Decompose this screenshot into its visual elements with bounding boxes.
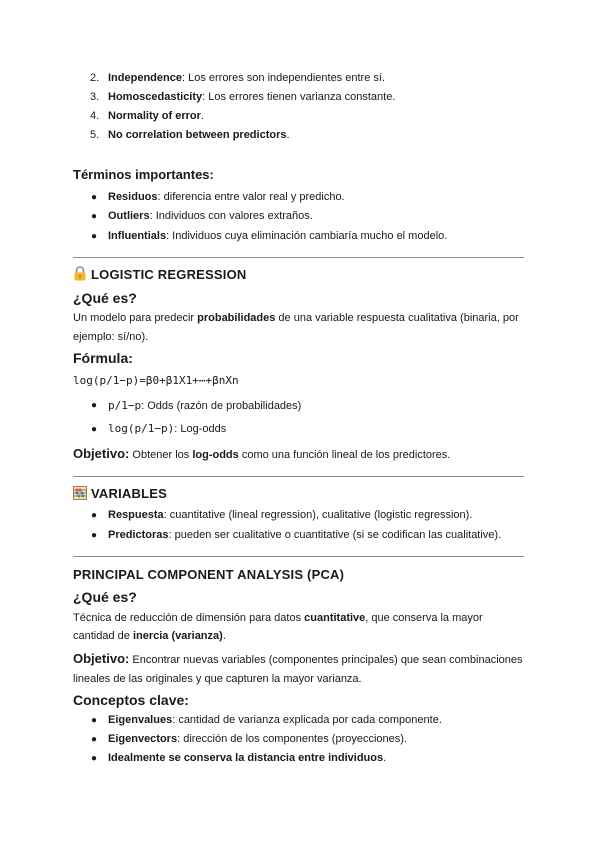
term-desc: : Individuos cuya eliminación cambiaría mucho el modelo. xyxy=(166,230,448,242)
bullet-icon: ● xyxy=(91,753,98,764)
lock-icon xyxy=(73,266,87,284)
term: Homoscedasticity xyxy=(108,91,203,103)
text: , que conserva la mayor xyxy=(365,612,483,624)
term-desc: : cantidad de varianza explicada por cada componente. xyxy=(172,714,442,726)
bullet-icon: ● xyxy=(91,510,98,521)
text: Técnica de reducción de dimensión para datos xyxy=(73,612,305,624)
list-number: 3. xyxy=(90,91,100,103)
term-desc: . xyxy=(286,129,290,141)
section-title xyxy=(73,486,167,503)
divider xyxy=(73,556,524,557)
text: Obtener los xyxy=(129,449,193,461)
term-desc: : cuantitative (lineal regression), cualitative (logistic regression). xyxy=(163,509,473,521)
code: p/1−p xyxy=(108,399,142,412)
text: como una función lineal de los predictores. xyxy=(238,449,451,461)
text: cantidad de xyxy=(73,630,133,642)
term-desc: : diferencia entre valor real y predicho. xyxy=(157,191,345,203)
term-desc: . xyxy=(200,110,204,122)
bullet-icon: ● xyxy=(91,530,98,541)
section-title xyxy=(73,266,246,284)
term: Influentials xyxy=(108,230,167,242)
list-item xyxy=(108,509,472,521)
list-item xyxy=(108,752,386,764)
list-number: 2. xyxy=(90,72,100,84)
term-desc: : Individuos con valores extraños. xyxy=(149,210,313,222)
term: Idealmente se conserva la distancia entre individuos xyxy=(108,752,384,764)
term: Eigenvalues xyxy=(108,714,173,726)
list-number: 5. xyxy=(90,129,100,141)
bullet-icon: ● xyxy=(91,424,98,435)
bullet-icon: ● xyxy=(91,734,98,745)
term: Eigenvectors xyxy=(108,733,178,745)
list-item xyxy=(108,714,442,726)
term: Normality of error xyxy=(108,110,201,122)
paragraph-line: ejemplo: sí/no). xyxy=(73,331,149,343)
divider xyxy=(73,476,524,477)
objective-line xyxy=(73,651,523,666)
paragraph-line: lineales de las originales y que capturen la mayor varianza. xyxy=(73,673,362,685)
emphasis: log-odds xyxy=(192,449,239,461)
term: No correlation between predictors xyxy=(108,129,287,141)
paragraph-line xyxy=(73,312,519,324)
paragraph-line xyxy=(73,612,483,624)
bullet-icon: ● xyxy=(91,400,98,411)
term: Independence xyxy=(108,72,182,84)
text: Encontrar nuevas variables (componentes principales) que sean combinaciones xyxy=(129,654,523,666)
term: Respuesta xyxy=(108,509,164,521)
formula: log(p/1−p)=β0+β1X1+⋯+βnXn xyxy=(73,374,239,387)
text: . xyxy=(222,630,226,642)
term-desc: : Odds (razón de probabilidades) xyxy=(141,400,302,412)
list-item xyxy=(108,91,395,103)
objective-label: Objetivo: xyxy=(73,651,130,666)
term: Predictoras xyxy=(108,529,169,541)
divider xyxy=(73,257,524,258)
list-number: 4. xyxy=(90,110,100,122)
bullet-icon: ● xyxy=(91,715,98,726)
term: Residuos xyxy=(108,191,158,203)
section-title: PRINCIPAL COMPONENT ANALYSIS (PCA) xyxy=(73,567,345,582)
list-item xyxy=(108,529,501,541)
term-desc: : pueden ser cualitative o cuantitative (si se codifican las cualitative). xyxy=(168,529,502,541)
bullet-icon: ● xyxy=(91,211,98,222)
list-item xyxy=(108,72,385,84)
subheading: ¿Qué es? xyxy=(73,290,137,306)
emphasis: inercia (varianza) xyxy=(132,630,223,642)
code: log(p/1−p) xyxy=(108,422,175,435)
bullet-icon: ● xyxy=(91,231,98,242)
term: Outliers xyxy=(108,210,150,222)
term-desc: : dirección de los componentes (proyecciones). xyxy=(177,733,407,745)
list-item xyxy=(108,733,407,745)
term-desc: : Log-odds xyxy=(174,423,227,435)
text: de una variable respuesta cualitativa (binaria, por xyxy=(275,312,519,324)
section-title-text: LOGISTIC REGRESSION xyxy=(91,267,247,282)
list-item xyxy=(108,191,345,203)
emphasis: cuantitative xyxy=(304,612,366,624)
subheading: ¿Qué es? xyxy=(73,589,137,605)
subheading: Conceptos clave: xyxy=(73,692,189,708)
list-item xyxy=(108,110,204,122)
section-title-text: VARIABLES xyxy=(91,486,167,501)
list-item xyxy=(108,399,301,412)
term-desc: : Los errores son independientes entre sí. xyxy=(181,72,385,84)
text: Un modelo para predecir xyxy=(73,312,198,324)
emphasis: probabilidades xyxy=(197,312,276,324)
term-desc: . xyxy=(383,752,387,764)
term-desc: : Los errores tienen varianza constante. xyxy=(202,91,396,103)
subheading: Fórmula: xyxy=(73,350,133,366)
list-item xyxy=(108,129,290,141)
abacus-icon xyxy=(73,486,87,503)
section-heading: Términos importantes: xyxy=(73,167,214,182)
list-item xyxy=(108,422,226,435)
paragraph-line xyxy=(73,630,226,642)
objective-label: Objetivo: xyxy=(73,446,130,461)
list-item xyxy=(108,210,313,222)
list-item xyxy=(108,230,447,242)
bullet-icon: ● xyxy=(91,192,98,203)
objective-line xyxy=(73,446,450,461)
